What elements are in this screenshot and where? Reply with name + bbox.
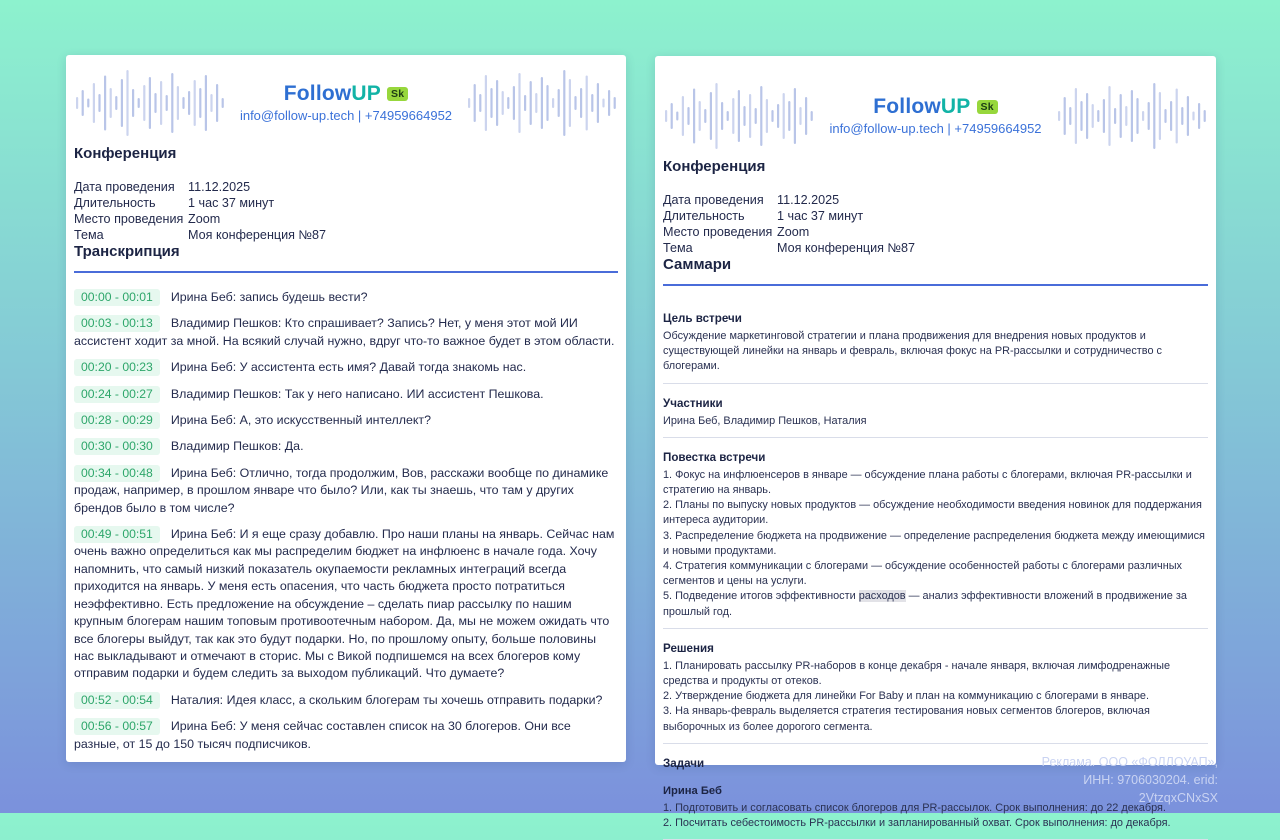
detail-label: Тема xyxy=(663,241,693,255)
summary-section xyxy=(663,312,1208,384)
summary-line: Ирина Беб, Владимир Пешков, Наталия xyxy=(663,414,867,427)
conference-detail-row xyxy=(74,227,618,243)
conference-detail-row xyxy=(663,192,1208,208)
brand-block xyxy=(815,96,1056,136)
conference-heading: Конференция xyxy=(663,158,766,175)
transcript-entry: 00:20 - 00:23 Ирина Беб: У ассистента есть имя? Давай тогда знакомь нас. xyxy=(74,359,618,376)
summary-line: 1. Подготовить и согласовать список блогеров для PR-рассылок. Срок выполнения: до 22 декабря. xyxy=(663,801,1166,814)
summary-section-title: Задачи xyxy=(663,756,705,770)
contact-link[interactable]: info@follow-up.tech | +74959664952 xyxy=(239,108,453,123)
summary-line: 2. Утверждение бюджета для линейки For Baby и план на коммуникацию с блогерами в январе. xyxy=(663,690,1149,703)
transcript-entry: 00:24 - 00:27 Владимир Пешков: Так у него написано. ИИ ассистент Пешкова. xyxy=(74,386,618,403)
conference-detail-row xyxy=(663,208,1208,224)
transcript-entry: 00:28 - 00:29 Ирина Беб: А, это искусственный интеллект? xyxy=(74,412,618,429)
transcript-page xyxy=(66,55,626,762)
transcript-entry: 00:34 - 00:48 Ирина Беб: Отлично, тогда продолжим, Вов, расскажи вообще по динамике продаж, например, в прошлом январе что было? Или, как ты знаешь, что там у других брендов было в том числе? xyxy=(74,465,609,515)
summary-section xyxy=(663,642,1208,744)
conference-details xyxy=(663,192,1208,256)
ad-disclaimer-line: 2VtzqxCNxSX xyxy=(1138,791,1218,805)
detail-value: Zoom xyxy=(777,225,810,239)
summary-line: 2. Планы по выпуску новых продуктов — обсуждение необходимости введения новинок для поддержания интереса аудитории. xyxy=(663,499,1202,527)
conference-detail-row xyxy=(74,179,618,195)
audio-waveform-right-icon xyxy=(1056,78,1208,154)
followup-logo xyxy=(226,83,466,105)
detail-value: 11.12.2025 xyxy=(188,180,251,194)
conference-detail-row xyxy=(663,224,1208,240)
timestamp-badge: 00:00 - 00:01 xyxy=(74,289,160,306)
summary-section xyxy=(663,451,1208,629)
detail-value: 1 час 37 минут xyxy=(188,196,275,210)
highlighted-word: расходов xyxy=(858,590,906,603)
conference-detail-row xyxy=(74,195,618,211)
timestamp-badge: 00:24 - 00:27 xyxy=(74,386,160,403)
sk-badge: Sk xyxy=(977,100,998,114)
transcript-entry: 00:49 - 00:51 Ирина Беб: И я еще сразу добавлю. Про наши планы на январь. Сейчас нам очень важно определиться как мы распределим бюджет на инфлюенс в начале года. Хочу напомнить, что самый низкий показатель окупаемости рекламных интеграций всегда приходится на январь. У меня есть опасения, что часть бюджета просто потратиться неэффективно. Есть предложение на обсуждение – сделать пиар рассылку по нашим крупным блогерам нашим топовым противоотечным набором. Да, мы не можем ожидать что все блогеры выйдут, так как это будут подарки. Но, по прошлому опыту, больше половины нас выкладывают и отмечают в сторис. Мы с Викой подпишемся на всех блогеров кому отправим подарки и будем следить за выходом публикаций. Что думаете? xyxy=(74,527,615,681)
timestamp-badge: 00:03 - 00:13 xyxy=(74,315,160,332)
transcript-entry: 00:00 - 00:01 Ирина Беб: запись будешь вести? xyxy=(74,289,618,306)
detail-value: Моя конференция №87 xyxy=(188,228,326,242)
transcript-entry: 00:56 - 00:57 Ирина Беб: У меня сейчас составлен список на 30 блогеров. Они все разные, от 15 до 150 тысяч подписчиков. xyxy=(74,719,571,751)
ad-disclaimer xyxy=(1042,753,1218,807)
detail-label: Место проведения xyxy=(663,225,773,239)
audio-waveform-left-icon xyxy=(74,65,226,141)
brand-block xyxy=(226,83,466,123)
timestamp-badge: 00:20 - 00:23 xyxy=(74,359,160,376)
summary-line: 1. Планировать рассылку PR-наборов в конце декабря - начале января, включая лимфодренажные средства и продукты от отеков. xyxy=(663,659,1171,688)
detail-value: 1 час 37 минут xyxy=(777,209,864,223)
summary-line: 4. Стратегия коммуникации с блогерами — обсуждение особенностей работы с блогерами различных сегментов и цены на услуги. xyxy=(663,560,1182,588)
logo-up: UP xyxy=(940,95,971,118)
summary-line: 2. Посчитать себестоимость PR-рассылки и запланированный охват. Срок выполнения: до декабря. xyxy=(663,817,1171,830)
logo-up: UP xyxy=(351,82,381,105)
ad-disclaimer-line: Реклама. ООО «ФОЛЛОУАП», xyxy=(1041,755,1218,769)
timestamp-badge: 00:56 - 00:57 xyxy=(74,718,160,735)
audio-waveform-right-icon xyxy=(466,65,618,141)
transcript-entry: 00:30 - 00:30 Владимир Пешков: Да. xyxy=(74,438,618,455)
document-header xyxy=(663,74,1208,158)
detail-label: Длительность xyxy=(74,196,156,210)
followup-logo xyxy=(815,96,1056,118)
summary-section-title: Решения xyxy=(663,641,714,655)
conference-heading: Конференция xyxy=(74,145,177,162)
contact-link[interactable]: info@follow-up.tech | +74959664952 xyxy=(829,121,1042,136)
summary-heading: Саммари xyxy=(663,256,732,273)
conference-detail-row xyxy=(663,240,1208,256)
detail-value: Моя конференция №87 xyxy=(777,241,915,255)
summary-line: 3. Распределение бюджета на продвижение — определение распределения бюджета между имеющимися и новыми продуктами. xyxy=(663,529,1205,557)
timestamp-badge: 00:34 - 00:48 xyxy=(74,465,160,482)
ad-disclaimer-line: ИНН: 9706030204. erid: xyxy=(1083,773,1218,787)
summary-line: Обсуждение маркетинговой стратегии и плана продвижения для внедрения новых продуктов и существующей линейки на январь и февраль, включая фокус на PR-рассылки и сотрудничество с блогерами. xyxy=(663,330,1162,373)
sk-badge: Sk xyxy=(387,87,408,101)
transcription-heading: Транскрипция xyxy=(74,243,180,260)
conference-detail-row xyxy=(74,211,618,227)
timestamp-badge: 00:52 - 00:54 xyxy=(74,692,160,709)
transcript-entry: 00:03 - 00:13 Владимир Пешков: Кто спрашивает? Запись? Нет, у меня этот мой ИИ ассистент ходит за мной. На всякий случай нужно, вдруг что-то важное будет в этом области. xyxy=(74,316,615,348)
transcript-list xyxy=(74,289,618,753)
detail-label: Дата проведения xyxy=(74,180,175,194)
detail-label: Длительность xyxy=(663,209,745,223)
logo-follow: Follow xyxy=(283,82,352,105)
summary-line: 3. На январь-февраль выделяется стратегия тестирования новых сегментов блогеров, включая выборочных из более дорогого сегмента. xyxy=(663,705,1150,733)
summary-assignee: Ирина Беб xyxy=(663,784,722,797)
summary-section xyxy=(663,397,1208,438)
summary-line: 5. Подведение итогов эффективности расходов — анализ эффективности вложений в продвижение за прошлый год. xyxy=(663,590,1187,618)
summary-section-title: Цель встречи xyxy=(663,312,742,325)
conference-details xyxy=(74,179,618,243)
summary-line: 1. Фокус на инфлюенсеров в январе — обсуждение плана работы с блогерами, включая PR-рассылки и стратегию на январь. xyxy=(663,468,1192,497)
section-divider xyxy=(74,271,618,273)
detail-label: Дата проведения xyxy=(663,193,764,207)
timestamp-badge: 00:28 - 00:29 xyxy=(74,412,160,429)
detail-label: Тема xyxy=(74,228,104,242)
section-divider xyxy=(663,284,1208,286)
logo-follow: Follow xyxy=(873,95,941,118)
timestamp-badge: 00:49 - 00:51 xyxy=(74,526,160,543)
audio-waveform-left-icon xyxy=(663,78,815,154)
summary-section-title: Участники xyxy=(663,396,723,410)
detail-value: Zoom xyxy=(188,212,221,226)
timestamp-badge: 00:30 - 00:30 xyxy=(74,438,160,455)
detail-label: Место проведения xyxy=(74,212,184,226)
detail-value: 11.12.2025 xyxy=(777,193,840,207)
document-header xyxy=(74,61,618,145)
transcript-entry: 00:52 - 00:54 Наталия: Идея класс, а скольким блогерам ты хочешь отправить подарки? xyxy=(74,692,618,709)
summary-section-title: Повестка встречи xyxy=(663,450,766,464)
